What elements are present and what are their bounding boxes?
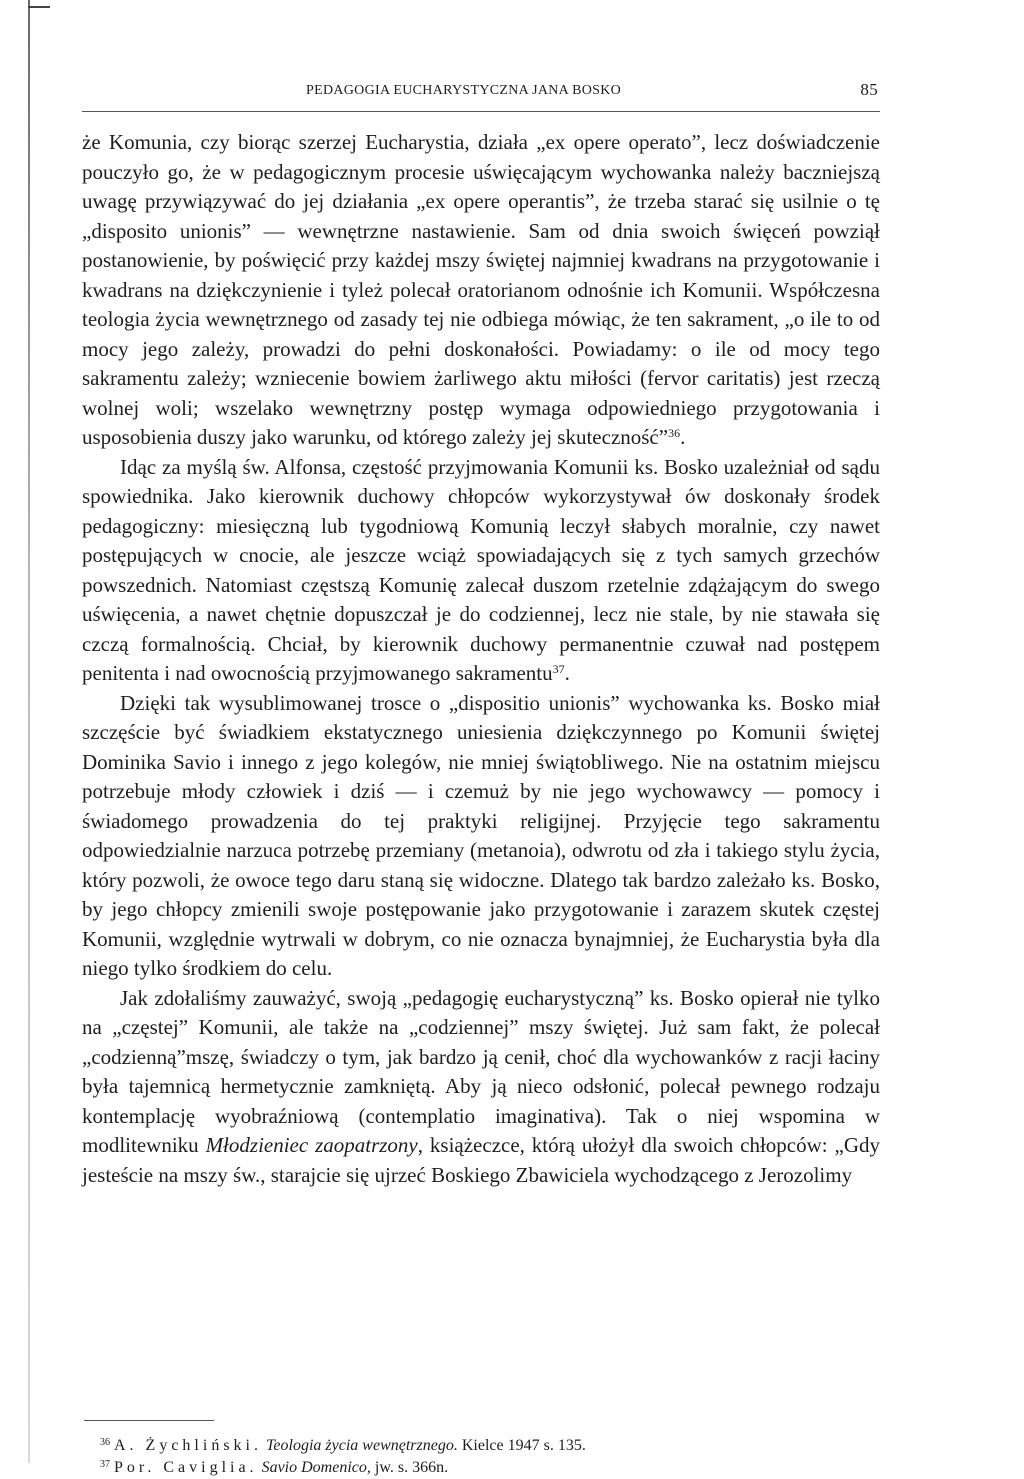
italic-title: Młodzieniec zaopatrzony bbox=[205, 1133, 418, 1157]
paragraph bbox=[82, 984, 880, 1191]
paragraph-text: że Komunia, czy biorąc szerzej Eucharystia, działa „ex opere operato”, lecz doświadczenie pouczyło go, że w pedagogicznym procesie uświęcającym wychowanka należy baczniejszą uwagę przywiązywać do jej działania „ex opere operantis”, że trzeba starać się usilnie o tę „disposito unionis” — wewnętrzne nastawienie. Sam od dnia swoich święceń powziął postanowienie, by poświęcić przy każdej mszy świętej najmniej kwadrans na przygotowanie i kwadrans na dziękczynienie i tyleż polecał oratorianom odnośnie ich Komunii. Współczesna teologia życia wewnętrznego od zasady tej nie odbiega mówiąc, że ten sakrament, „o ile to od mocy jego zależy, prowadzi do pełni doskonałości. Powiadamy: o ile od mocy tego sakramentu zależy; wzniecenie bowiem żarliwego aktu miłości (fervor caritatis) jest rzeczą wolnej woli; wszelako wewnętrzny postęp wymaga odpowiedniego przygotowania i usposobienia duszy jako warunku, od którego zależy jej skuteczność” bbox=[82, 130, 880, 449]
footnote-details: jw. s. 366n. bbox=[374, 1459, 449, 1476]
footnote-number: 36 bbox=[100, 1437, 110, 1448]
paragraph bbox=[82, 128, 880, 453]
running-title: PEDAGOGIA EUCHARYSTYCZNA JANA BOSKO bbox=[306, 83, 622, 98]
scan-corner-mark bbox=[28, 6, 50, 8]
footnote-title: Teologia życia wewnętrznego. bbox=[266, 1437, 458, 1454]
paragraph bbox=[82, 689, 880, 984]
paragraph-text: . bbox=[680, 425, 686, 449]
footnote-number: 37 bbox=[100, 1459, 110, 1470]
footnote-rule bbox=[84, 1420, 214, 1421]
footnote-reference: 37 bbox=[552, 662, 565, 676]
footnote-author: Por. Caviglia. bbox=[114, 1459, 258, 1476]
paragraph-text: . bbox=[564, 661, 570, 685]
paragraph bbox=[82, 453, 880, 689]
scan-edge bbox=[28, 0, 30, 1463]
footnote-title: Savio Domenico, bbox=[261, 1459, 371, 1476]
footnote-reference: 36 bbox=[668, 426, 681, 440]
footnote bbox=[100, 1457, 860, 1479]
footnote-author: A. Żychliński. bbox=[114, 1437, 262, 1454]
paragraph-text: Idąc za myślą św. Alfonsa, częstość przyjmowania Komunii ks. Bosko uzależniał od sądu spowiednika. Jako kierownik duchowy chłopców wykorzystywał ów doskonały środek pedagogiczny: miesięczną lub tygodniową Komunią leczył słabych moralnie, czy nawet postępujących w cnocie, ale jeszcze wciąż spowiadających się z tych samych grzechów powszednich. Natomiast częstszą Komunię zalecał duszom rzetelnie zdążającym do swego uświęcenia, a nawet chętnie dopuszczał je do codziennej, lecz nie stale, by nie stawała się czczą formalnością. Chciał, by kierownik duchowy permanentnie czuwał nad postępem penitenta i nad owocnością przyjmowanego sakramentu bbox=[82, 454, 880, 685]
footnote-details: Kielce 1947 s. 135. bbox=[461, 1437, 586, 1454]
paragraph-text: Dzięki tak wysublimowanej trosce o „dispositio unionis” wychowanka ks. Bosko miał szczęście być świadkiem ekstatycznego uniesienia dziękczynnego po Komunii świętej Dominika Savio i innego z jego kolegów, nie mniej świątobliwego. Nie na ostatnim miejscu potrzebuje młody człowiek i dziś — i czemuż by nie jego wychowawcy — pomocy i świadomego prowadzenia do tej praktyki religijnej. Przyjęcie tego sakramentu odpowiedzialnie narzuca potrzebę przemiany (metanoia), odwrotu od zła i takiego stylu życia, który pozwoli, że owoce tego daru staną się widoczne. Dlatego tak bardzo zależało ks. Bosko, by jego chłopcy zmienili swoje postępowanie jako przygotowanie i zarazem skutek częstej Komunii, względnie wytrwali w dobrym, co nie oznacza bynajmniej, że Eucharystia była dla niego tylko środkiem do celu. bbox=[82, 690, 880, 980]
paragraph-text: Jak zdołaliśmy zauważyć, swoją „pedagogię eucharystyczną” ks. Bosko opierał nie tylko na „częstej” Komunii, ale także na „codziennej” mszy świętej. Już sam fakt, że polecał „codzienną”mszę, świadczy o tym, jak bardzo ją cenił, choć dla wychowanków z racji łaciny była tajemnicą hermetycznie zamkniętą. Aby ją nieco odsłonić, polecał pewnego rodzaju kontemplację wyobraźniową (contemplatio imaginativa). Tak o niej wspomina w modlitewniku bbox=[82, 985, 880, 1157]
body-text bbox=[82, 128, 880, 1190]
footnotes bbox=[100, 1435, 860, 1479]
paragraph-text: , książeczce, którą ułożył dla swoich chłopców: „Gdy jesteście na mszy św., starajcie się ujrzeć Boskiego Zbawiciela wychodzącego z Jerozolimy bbox=[82, 1133, 880, 1187]
running-header bbox=[82, 80, 880, 104]
page-number: 85 bbox=[860, 80, 878, 99]
header-rule bbox=[82, 111, 880, 112]
footnote bbox=[100, 1435, 860, 1457]
